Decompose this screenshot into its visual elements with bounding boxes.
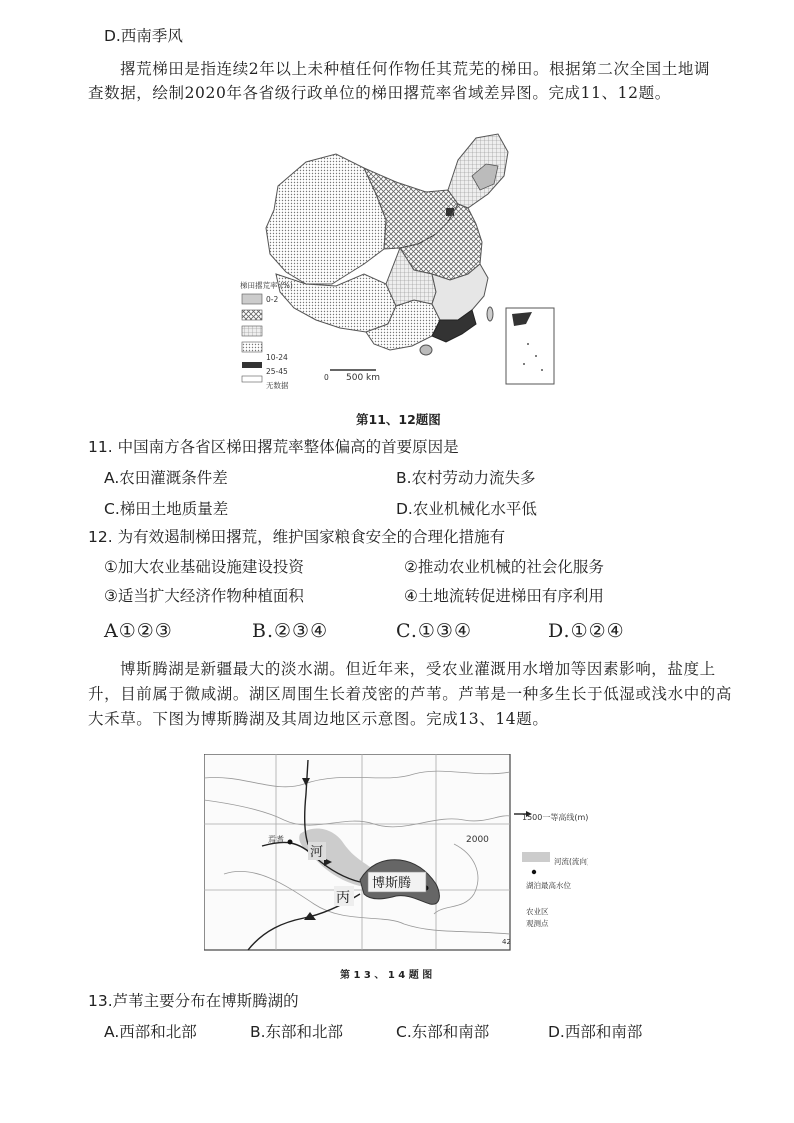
- terrace-abandonment-map: [236, 124, 566, 394]
- observation-point: [288, 840, 293, 845]
- passage2-line2: 升，目前属于微咸湖。湖区周围生长着茂密的芦苇。芦苇是一种多生长于低湿或浅水中的高: [88, 685, 733, 703]
- q12-item-1: ①加大农业基础设施建设投资: [104, 558, 304, 576]
- legend-lake-level: 湖泊最高水位: [526, 881, 571, 890]
- lake-label: 博斯腾: [372, 876, 412, 891]
- passage2-line3: 大禾草。下图为博斯腾湖及其周边地区示意图。完成13、14题。: [88, 710, 549, 728]
- q12-option-b[interactable]: B.②③④: [252, 620, 329, 642]
- legend-title: 梯田撂荒率 (%): [240, 281, 293, 290]
- bosten-map-svg: [204, 754, 588, 954]
- figure1-caption: 第11、12题图: [356, 412, 441, 427]
- passage1-line1: 撂荒梯田是指连续2年以上未种植任何作物任其荒芜的梯田。根据第二次全国土地调: [120, 60, 711, 78]
- q13-option-a[interactable]: A.西部和北部: [104, 1023, 197, 1041]
- contour-2000-label: 2000: [466, 835, 489, 845]
- bing-label: 丙: [336, 890, 350, 906]
- q12-item-2: ②推动农业机械的社会化服务: [404, 558, 604, 576]
- q12-stem: 12. 为有效遏制梯田撂荒，维护国家粮食安全的合理化措施有: [88, 528, 506, 546]
- q11-option-b[interactable]: B.农村劳动力流失多: [396, 469, 536, 487]
- q13-option-d[interactable]: D.西部和南部: [548, 1023, 643, 1041]
- legend-item-7: 无数据: [266, 381, 289, 390]
- hainan-island: [420, 345, 432, 355]
- q12-option-a[interactable]: A①②③: [104, 620, 173, 642]
- legend-agri: 农业区: [526, 907, 549, 916]
- map1-scale-bar: [324, 370, 380, 383]
- previous-option-d: D.西南季风: [104, 27, 183, 45]
- q12-option-c[interactable]: C.①③④: [396, 620, 472, 642]
- place-label: 焉耆: [268, 835, 284, 844]
- q12-item-4: ④土地流转促进梯田有序利用: [404, 587, 604, 605]
- tibet-region: [276, 274, 396, 332]
- china-map-svg: [236, 124, 566, 394]
- scale-label: 500 km: [346, 373, 381, 383]
- corner-number: 42: [502, 938, 511, 946]
- map2-frame: [204, 754, 510, 950]
- q11-option-d[interactable]: D.农业机械化水平低: [396, 500, 537, 518]
- scale-zero: 0: [324, 373, 329, 382]
- passage2-line1: 博斯腾湖是新疆最大的淡水湖。但近年来，受农业灌溉用水增加等因素影响，盐度上: [120, 660, 716, 678]
- q11-option-c[interactable]: C.梯田土地质量差: [104, 500, 229, 518]
- legend-observation: 观测点: [526, 919, 549, 928]
- bosten-lake-map: [204, 754, 588, 954]
- q11-option-a[interactable]: A.农田灌溉条件差: [104, 469, 228, 487]
- figure2-caption: 第 1 3 、 1 4 题 图: [340, 970, 433, 981]
- passage1-line2: 查数据，绘制2020年各省级行政单位的梯田撂荒率省域差异图。完成11、12题。: [88, 84, 671, 102]
- q12-option-d[interactable]: D.①②④: [548, 620, 625, 642]
- map2-legend: [514, 811, 588, 928]
- q13-option-b[interactable]: B.东部和北部: [250, 1023, 344, 1041]
- legend-item-6: 25-45: [266, 367, 288, 376]
- q12-item-3: ③适当扩大经济作物种植面积: [104, 587, 304, 605]
- q11-stem: 11. 中国南方各省区梯田撂荒率整体偏高的首要原因是: [88, 438, 459, 456]
- taiwan-island: [487, 307, 493, 321]
- legend-item-1: 0-2: [266, 295, 279, 304]
- river-label: 河: [310, 845, 324, 860]
- q13-option-c[interactable]: C.东部和南部: [396, 1023, 490, 1041]
- legend-item-5: 10-24: [266, 353, 288, 362]
- legend-swatch-grey: [522, 852, 550, 862]
- q13-stem: 13.芦苇主要分布在博斯腾湖的: [88, 992, 299, 1010]
- legend-contour: 1500一等高线(m): [522, 813, 588, 822]
- legend-river: 河流(流向): [554, 857, 588, 866]
